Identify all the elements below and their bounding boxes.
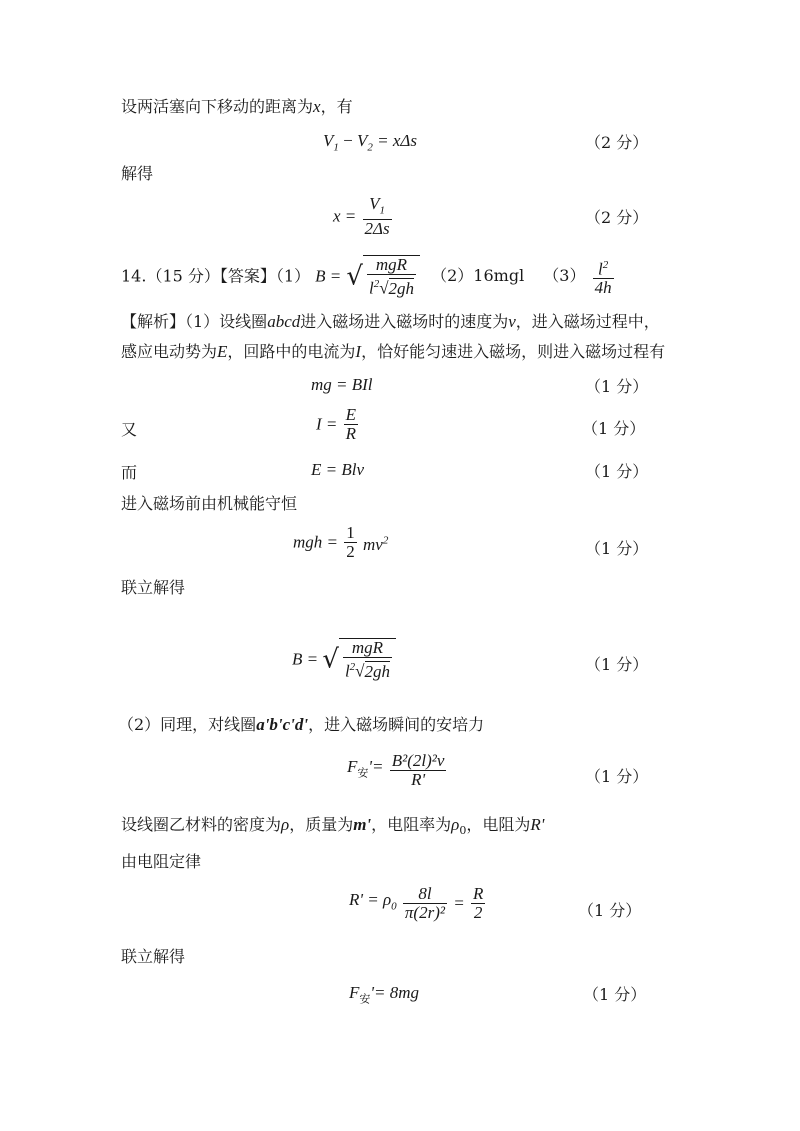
- label-er: 而: [121, 463, 138, 482]
- equation-force-balance: mg = BIl: [311, 375, 373, 394]
- score-eq7: （1 分）: [585, 655, 649, 674]
- score-eq1: （2 分）: [585, 133, 649, 152]
- score-eq6: （1 分）: [585, 539, 649, 558]
- line-distance: 设两活塞向下移动的距离为x，有: [121, 97, 353, 116]
- score-eq9: （1 分）: [578, 901, 642, 920]
- equation-ampere-force: $F_安'=$ $\frac{\text{B²(2l)²v}}{R'}$: [347, 751, 445, 789]
- equation-current: I = $\frac{E}{R}$: [316, 405, 357, 443]
- analysis-line-1: 【解析】（1）设线圈abcd进入磁场进入磁场时的速度为v，进入磁场过程中，: [121, 312, 660, 331]
- equation-emf: E = Blv: [311, 460, 365, 479]
- score-eq2: （2 分）: [585, 208, 649, 227]
- line-part2: （2）同理，对线圈a'b'c'd'，进入磁场瞬间的安培力: [118, 715, 485, 734]
- score-eq8: （1 分）: [585, 767, 649, 786]
- line-energy-conservation: 进入磁场前由机械能守恒: [121, 494, 298, 513]
- score-eq5: （1 分）: [585, 462, 649, 481]
- equation-x: x = $\frac{V_1}{2\Delta s}$: [333, 194, 390, 239]
- equation-final-force: $F_安'= 8mg$: [349, 983, 420, 1006]
- score-eq4: （1 分）: [582, 419, 646, 438]
- line-combine-1: 联立解得: [121, 578, 186, 597]
- line-solve-1: 解得: [121, 164, 154, 183]
- equation-volume: $V_1 - V_2 = x\Delta s$: [323, 131, 417, 154]
- answer-14: 14.（15 分）【答案】（1） B = √ $\frac{\text{mgR}}{l^2√2gh}$ （2）16mgl （3） $\frac{l^2}{4h}$: [121, 255, 612, 298]
- line-combine-2: 联立解得: [121, 947, 186, 966]
- score-eq10: （1 分）: [583, 985, 647, 1004]
- line-material: 设线圈乙材料的密度为ρ，质量为m'，电阻率为$\rho_0$，电阻为R': [121, 815, 545, 838]
- equation-energy: mgh = $\frac{1}{2}$ $mv^2$: [293, 523, 389, 561]
- analysis-line-2: 感应电动势为E，回路中的电流为I，恰好能匀速进入磁场，则进入磁场过程有: [121, 342, 666, 361]
- equation-B-result: B = √ $\frac{\text{mgR}}{l^2√2gh}$: [292, 638, 396, 681]
- score-eq3: （1 分）: [585, 377, 649, 396]
- equation-resistance: $R' = \rho_0$ $\frac{8l}{\text{π(2r)²}}$ = $\frac{R}{2}$: [349, 884, 484, 922]
- line-resistance-law: 由电阻定律: [121, 852, 202, 871]
- label-you: 又: [121, 420, 138, 439]
